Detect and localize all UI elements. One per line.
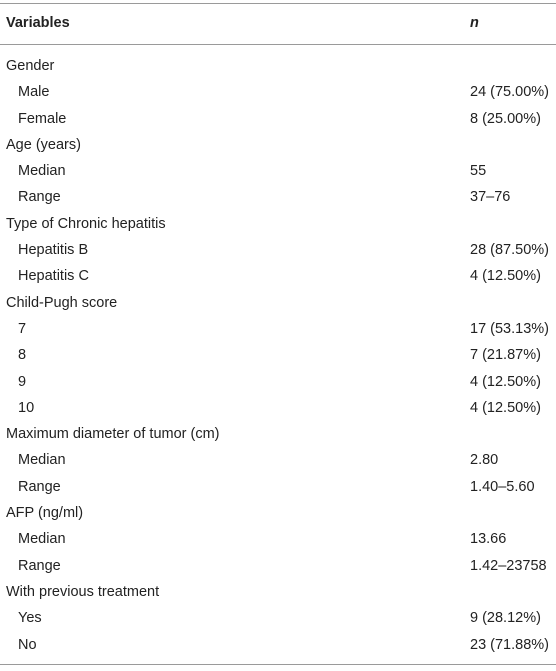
table-row (0, 316, 556, 342)
row-value: 55 (470, 163, 487, 180)
table-group-row (0, 579, 556, 605)
table-row (0, 158, 556, 184)
row-value: 9 (28.12%) (470, 610, 541, 627)
row-label: Yes (18, 610, 42, 627)
table-row (0, 474, 556, 500)
table-row (0, 553, 556, 579)
row-value: 1.40–5.60 (470, 478, 535, 495)
row-value: 4 (12.50%) (470, 268, 541, 285)
row-label: Median (18, 452, 66, 469)
row-label: 10 (18, 399, 35, 416)
row-value: 24 (75.00%) (470, 84, 549, 101)
header-n: n (470, 15, 479, 31)
row-label: Male (18, 84, 50, 101)
row-value: 1.42–23758 (470, 557, 547, 574)
row-label: Maximum diameter of tumor (cm) (6, 426, 220, 443)
table-group-row (0, 421, 556, 447)
bottom-rule (0, 664, 556, 665)
table-row (0, 605, 556, 631)
row-label: Median (18, 531, 66, 548)
row-label: Age (years) (6, 136, 81, 153)
table-row (0, 263, 556, 289)
row-value: 8 (25.00%) (470, 110, 541, 127)
row-label: Gender (6, 58, 55, 74)
row-label: Child-Pugh score (6, 294, 118, 311)
row-value: 4 (12.50%) (470, 373, 541, 390)
row-label: Female (18, 110, 67, 127)
table-group-row (0, 132, 556, 158)
table-row (0, 447, 556, 473)
row-value: 37–76 (470, 189, 511, 206)
row-label: 7 (18, 320, 27, 337)
row-value: 17 (53.13%) (470, 320, 549, 337)
row-label: Range (18, 189, 61, 206)
table-group-row (0, 53, 556, 79)
table-row (0, 632, 556, 658)
row-label: 8 (18, 347, 27, 364)
table-row (0, 106, 556, 132)
row-label: Type of Chronic hepatitis (6, 215, 166, 232)
row-value: 7 (21.87%) (470, 347, 541, 364)
row-label: Range (18, 478, 61, 495)
table-group-row (0, 290, 556, 316)
row-label: 9 (18, 373, 27, 390)
row-value: 4 (12.50%) (470, 399, 541, 416)
header-rule (0, 44, 556, 45)
row-label: Range (18, 557, 61, 574)
table-group-row (0, 500, 556, 526)
row-value: 23 (71.88%) (470, 636, 549, 653)
table-row (0, 184, 556, 210)
table-row (0, 369, 556, 395)
table-row (0, 342, 556, 368)
row-label: Hepatitis C (18, 268, 89, 285)
row-label: Hepatitis B (18, 242, 89, 259)
row-value: 2.80 (470, 452, 499, 469)
table-header (0, 4, 556, 44)
row-label: With previous treatment (6, 583, 160, 600)
table-body (0, 53, 556, 658)
table-row (0, 526, 556, 552)
table-group-row (0, 211, 556, 237)
table-row (0, 237, 556, 263)
table-row (0, 79, 556, 105)
table-row (0, 395, 556, 421)
row-value: 28 (87.50%) (470, 242, 549, 259)
row-label: AFP (ng/ml) (6, 505, 84, 522)
row-value: 13.66 (470, 531, 507, 548)
row-label: Median (18, 163, 66, 180)
row-label: No (18, 636, 37, 653)
header-variables: Variables (6, 15, 70, 31)
